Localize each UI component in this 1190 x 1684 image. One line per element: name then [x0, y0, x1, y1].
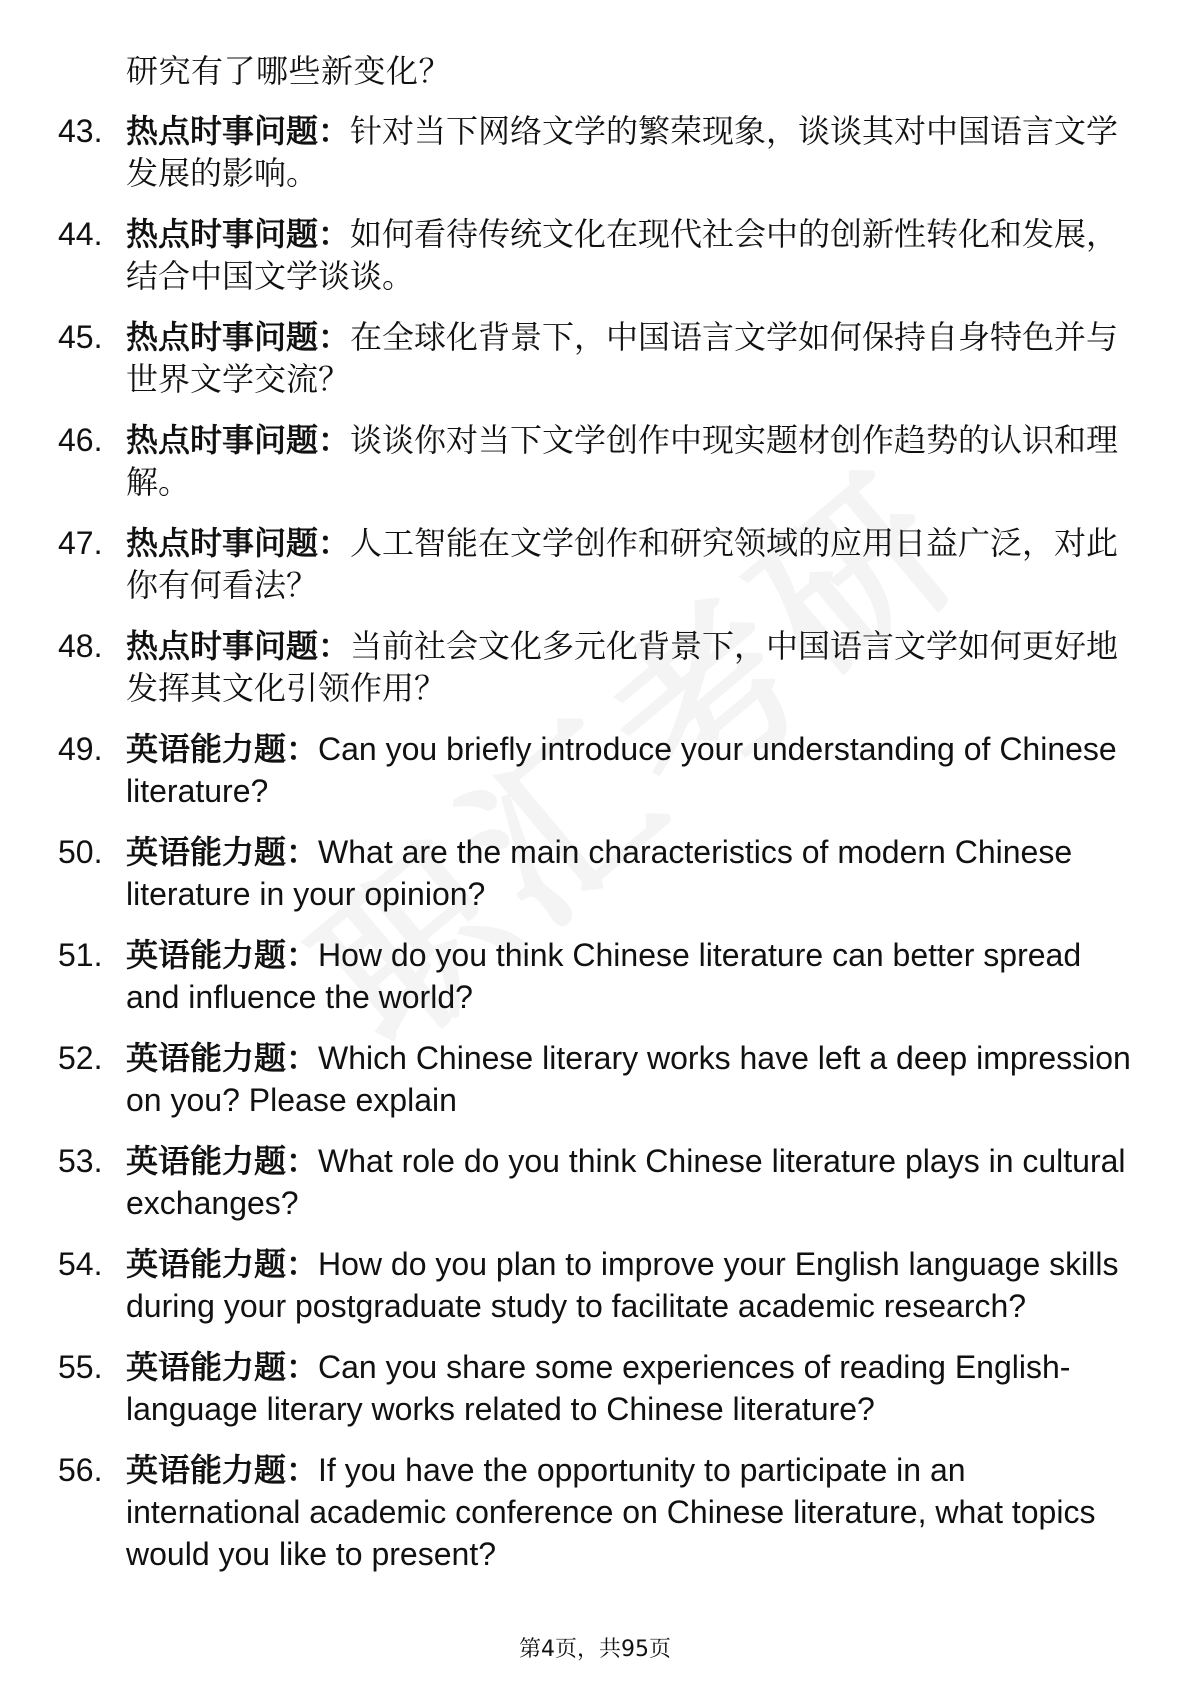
item-category: 热点时事问题：	[126, 524, 351, 562]
list-item	[58, 213, 1138, 297]
page-footer: 第4页，共95页	[519, 1637, 671, 1662]
item-text: 如何看待传统文化在现代社会中的创新性转化和发展，结合中国文学谈谈。	[126, 215, 1119, 295]
list-item	[58, 316, 1138, 400]
list-item	[58, 728, 1138, 812]
item-text: What role do you think Chinese literature plays in cultural exchanges?	[126, 1143, 1126, 1221]
list-item	[58, 1140, 1138, 1224]
item-text: 在全球化背景下，中国语言文学如何保持自身特色并与世界文学交流？	[126, 318, 1119, 398]
item-category: 热点时事问题：	[126, 215, 351, 253]
item-category: 英语能力题：	[126, 936, 319, 974]
item-text: 人工智能在文学创作和研究领域的应用日益广泛，对此你有何看法？	[126, 524, 1119, 604]
item-text: Which Chinese literary works have left a deep impression on you? Please explain	[126, 1040, 1131, 1118]
item-text: How do you think Chinese literature can better spread and influence the world?	[126, 937, 1082, 1015]
item-number: 50.	[58, 834, 103, 870]
list-item	[58, 1243, 1138, 1327]
item-number: 45.	[58, 319, 103, 355]
item-number: 47.	[58, 525, 103, 561]
list-item	[58, 419, 1138, 503]
list-item	[58, 831, 1138, 915]
item-category: 英语能力题：	[126, 1039, 319, 1077]
item-category: 热点时事问题：	[126, 421, 351, 459]
item-number: 46.	[58, 422, 103, 458]
item-category: 英语能力题：	[126, 1142, 319, 1180]
list-item	[58, 1037, 1138, 1121]
item-number: 51.	[58, 937, 103, 973]
item-category: 英语能力题：	[126, 833, 319, 871]
item-number: 56.	[58, 1452, 103, 1488]
item-category: 热点时事问题：	[126, 112, 351, 150]
item-number: 53.	[58, 1143, 103, 1179]
list-item	[58, 1449, 1138, 1575]
continuation-line: 研究有了哪些新变化？	[126, 52, 452, 90]
list-item	[58, 625, 1138, 709]
item-category: 热点时事问题：	[126, 627, 351, 665]
item-category: 英语能力题：	[126, 1245, 319, 1283]
list-item	[58, 110, 1138, 194]
item-text: 当前社会文化多元化背景下，中国语言文学如何更好地发挥其文化引领作用？	[126, 627, 1119, 707]
item-text: If you have the opportunity to participate in an international academic conference on Chinese literature, what topics would you like to present?	[126, 1452, 1096, 1572]
item-text: What are the main characteristics of modern Chinese literature in your opinion?	[126, 834, 1073, 912]
item-number: 55.	[58, 1349, 103, 1385]
item-text: 谈谈你对当下文学创作中现实题材创作趋势的认识和理解。	[126, 421, 1119, 501]
list-item	[58, 934, 1138, 1018]
item-category: 英语能力题：	[126, 730, 319, 768]
item-number: 54.	[58, 1246, 103, 1282]
item-text: 针对当下网络文学的繁荣现象，谈谈其对中国语言文学发展的影响。	[126, 112, 1119, 192]
item-category: 英语能力题：	[126, 1348, 319, 1386]
item-number: 43.	[58, 113, 103, 149]
item-number: 52.	[58, 1040, 103, 1076]
item-number: 49.	[58, 731, 103, 767]
item-number: 44.	[58, 216, 103, 252]
question-list	[58, 50, 1138, 1594]
item-text: Can you briefly introduce your understanding of Chinese literature?	[126, 731, 1117, 809]
item-text: Can you share some experiences of reading English-language literary works related to Chinese literature?	[126, 1349, 1071, 1427]
item-text: How do you plan to improve your English language skills during your postgraduate study to facilitate academic research?	[126, 1246, 1119, 1324]
list-item	[58, 1346, 1138, 1430]
item-number: 48.	[58, 628, 103, 664]
item-category: 英语能力题：	[126, 1451, 319, 1489]
item-category: 热点时事问题：	[126, 318, 351, 356]
list-item	[58, 522, 1138, 606]
